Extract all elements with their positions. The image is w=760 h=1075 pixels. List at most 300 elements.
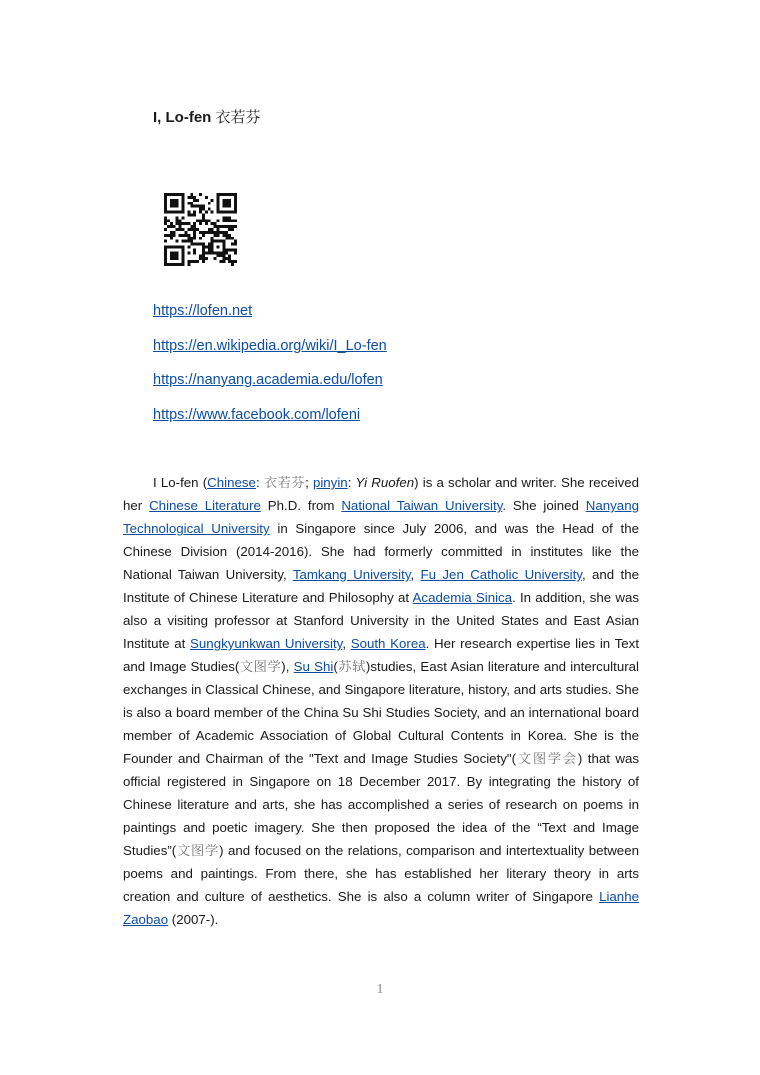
bio-chinese-society: 文图学会 <box>516 751 578 766</box>
qr-module <box>211 251 214 254</box>
qr-module <box>228 234 231 237</box>
qr-module <box>199 237 202 240</box>
qr-module <box>234 199 237 202</box>
qr-module <box>225 202 228 205</box>
qr-module <box>173 211 176 214</box>
qr-module <box>205 219 208 222</box>
bio-chinese-name: 衣若芬 <box>263 475 306 490</box>
qr-module <box>173 246 176 249</box>
qr-module <box>182 234 185 237</box>
qr-module <box>222 248 225 251</box>
qr-module <box>173 254 176 257</box>
qr-module <box>217 225 220 228</box>
qr-module <box>202 208 205 211</box>
qr-module <box>164 228 167 231</box>
bio-name: I Lo-fen <box>153 475 199 490</box>
bio-text: in Singapore since July 2006, and was the Head of the Chinese Division (2014-2016). She had formerly committed in institutes like the National Taiwan University, <box>123 521 640 582</box>
bio-text: ) is a scholar and writer. She received her <box>123 475 640 513</box>
qr-module <box>217 202 220 205</box>
qr-module <box>222 260 225 263</box>
qr-module <box>196 260 199 263</box>
qr-module <box>182 260 185 263</box>
qr-module <box>182 228 185 231</box>
qr-module <box>193 222 196 225</box>
link-wikipedia[interactable]: https://en.wikipedia.org/wiki/I_Lo-fen <box>153 337 387 354</box>
qr-module <box>173 251 176 254</box>
qr-module <box>222 199 225 202</box>
qr-module <box>167 225 170 228</box>
qr-module <box>164 263 167 266</box>
qr-module <box>182 251 185 254</box>
qr-module <box>164 219 167 222</box>
qr-module <box>234 196 237 199</box>
qr-module <box>167 219 170 222</box>
qr-module <box>231 237 234 240</box>
qr-module <box>214 240 217 243</box>
qr-module <box>173 231 176 234</box>
link-academia[interactable]: https://nanyang.academia.edu/lofen <box>153 372 383 388</box>
qr-module <box>225 251 228 254</box>
qr-module <box>234 202 237 205</box>
qr-module <box>228 257 231 260</box>
qr-module <box>211 231 214 234</box>
bio-text: ; <box>305 475 313 490</box>
qr-module <box>173 205 176 208</box>
qr-module <box>205 211 208 214</box>
qr-module <box>176 222 179 225</box>
qr-module <box>179 246 182 249</box>
qr-module <box>176 263 179 266</box>
qr-module <box>170 199 173 202</box>
qr-module <box>225 231 228 234</box>
qr-module <box>214 251 217 254</box>
qr-module <box>196 228 199 231</box>
bio-text: ( <box>333 659 338 674</box>
qr-module <box>228 199 231 202</box>
qr-module <box>234 193 237 196</box>
qr-module <box>222 234 225 237</box>
qr-module <box>190 240 193 243</box>
qr-module <box>208 208 211 211</box>
qr-module <box>193 231 196 234</box>
bio-text: , <box>342 636 351 651</box>
qr-module <box>222 251 225 254</box>
qr-module <box>231 225 234 228</box>
qr-module <box>225 211 228 214</box>
qr-module <box>164 211 167 214</box>
link-chinese-literature[interactable]: Chinese Literature <box>149 498 261 513</box>
link-tamkang-university[interactable]: Tamkang University <box>292 567 411 582</box>
qr-module <box>170 246 173 249</box>
link-nanyang-technological-university[interactable]: Nanyang Technological University <box>123 498 639 536</box>
qr-module <box>196 243 199 246</box>
qr-module <box>164 260 167 263</box>
qr-module <box>211 246 214 249</box>
qr-module <box>193 237 196 240</box>
qr-module <box>182 222 185 225</box>
link-facebook[interactable]: https://www.facebook.com/lofeni <box>153 406 361 423</box>
qr-module <box>193 260 196 263</box>
qr-module <box>234 219 237 222</box>
qr-module <box>222 219 225 222</box>
qr-module <box>222 225 225 228</box>
bio-chinese-text-image-2: 文图学 <box>176 843 220 858</box>
bio-text: ), <box>281 659 294 674</box>
qr-module <box>187 234 190 237</box>
qr-module <box>182 216 185 219</box>
qr-module <box>214 225 217 228</box>
qr-module <box>211 240 214 243</box>
bio-text: ) and focused on the relations, comparison and intertextuality between poems and paintings. From there, she has established her literary theory in arts creation and culture of aesthetics. She is also a column writer of Singapore <box>123 843 639 904</box>
bio-text: , and the Institute of Chinese Literature and Philosophy at <box>123 567 640 605</box>
qr-module <box>219 231 222 234</box>
qr-module <box>193 205 196 208</box>
bio-text: . In addition, she was also a visiting professor at Stanford University in the United States and East Asian Institute at <box>123 590 639 651</box>
qr-module <box>184 222 187 225</box>
qr-module <box>182 211 185 214</box>
qr-module <box>170 237 173 240</box>
qr-module <box>193 228 196 231</box>
qr-module <box>214 234 217 237</box>
link-sungkyunkwan-university[interactable]: Sungkyunkwan University <box>190 636 343 651</box>
qr-module <box>179 225 182 228</box>
qr-module <box>193 225 196 228</box>
qr-module <box>199 243 202 246</box>
qr-module <box>199 254 202 257</box>
qr-module <box>217 193 220 196</box>
qr-module <box>187 202 190 205</box>
qr-module <box>176 193 179 196</box>
link-national-taiwan-university[interactable]: National Taiwan University <box>341 498 503 513</box>
qr-module <box>234 248 237 251</box>
qr-module <box>164 193 167 196</box>
qr-module <box>179 193 182 196</box>
qr-module <box>199 211 202 214</box>
qr-module <box>231 243 234 246</box>
qr-module <box>193 234 196 237</box>
qr-module <box>208 251 211 254</box>
qr-module <box>173 202 176 205</box>
qr-module <box>234 211 237 214</box>
qr-module <box>164 205 167 208</box>
qr-module <box>173 234 176 237</box>
qr-module <box>225 193 228 196</box>
qr-module <box>190 260 193 263</box>
qr-module <box>228 211 231 214</box>
qr-module <box>187 211 190 214</box>
title-name: I, Lo-fen <box>153 109 212 126</box>
qr-module <box>196 199 199 202</box>
qr-module <box>164 257 167 260</box>
qr-module <box>228 205 231 208</box>
qr-module <box>234 251 237 254</box>
qr-module <box>225 237 228 240</box>
qr-module <box>205 231 208 234</box>
qr-module <box>208 219 211 222</box>
qr-module <box>222 257 225 260</box>
qr-module <box>228 260 231 263</box>
qr-module <box>228 237 231 240</box>
qr-module <box>214 257 217 260</box>
qr-module <box>219 193 222 196</box>
qr-module <box>176 219 179 222</box>
qr-module <box>208 243 211 246</box>
qr-module <box>190 237 193 240</box>
qr-module <box>234 208 237 211</box>
qr-module <box>167 263 170 266</box>
qr-module <box>164 234 167 237</box>
qr-module <box>173 257 176 260</box>
qr-module <box>176 199 179 202</box>
qr-module <box>187 251 190 254</box>
qr-module <box>225 199 228 202</box>
qr-module <box>202 213 205 216</box>
qr-module <box>190 228 193 231</box>
qr-module <box>205 257 208 260</box>
qr-module <box>225 257 228 260</box>
link-pinyin[interactable]: pinyin <box>312 475 348 490</box>
qr-module <box>176 254 179 257</box>
qr-module <box>173 225 176 228</box>
link-lianhe-zaobao[interactable]: Lianhe Zaobao <box>123 889 639 927</box>
qr-module <box>234 225 237 228</box>
qr-module <box>217 228 220 231</box>
qr-module <box>199 193 202 196</box>
qr-module <box>167 246 170 249</box>
title-chinese-name: 衣若芬 <box>215 108 261 126</box>
qr-module <box>173 263 176 266</box>
qr-module <box>205 251 208 254</box>
qr-module <box>173 199 176 202</box>
link-chinese[interactable]: Chinese <box>207 475 256 490</box>
qr-module <box>222 231 225 234</box>
qr-module <box>187 196 190 199</box>
qr-module <box>193 213 196 216</box>
bio-text: : <box>255 475 264 490</box>
qr-module <box>190 205 193 208</box>
qr-module <box>208 246 211 249</box>
qr-module <box>182 248 185 251</box>
qr-module <box>217 211 220 214</box>
qr-module <box>193 251 196 254</box>
qr-module <box>202 205 205 208</box>
qr-module <box>176 211 179 214</box>
qr-module <box>231 260 234 263</box>
qr-module <box>234 240 237 243</box>
qr-module <box>202 257 205 260</box>
qr-module <box>179 211 182 214</box>
qr-module <box>202 248 205 251</box>
qr-module <box>170 257 173 260</box>
qr-module <box>164 202 167 205</box>
qr-module <box>208 231 211 234</box>
biography-section <box>123 471 639 931</box>
qr-module <box>167 234 170 237</box>
qr-module <box>164 251 167 254</box>
qr-module <box>228 225 231 228</box>
page-number: 1 <box>376 982 384 997</box>
qr-module <box>219 251 222 254</box>
qr-module <box>217 196 220 199</box>
qr-module <box>202 234 205 237</box>
qr-module <box>205 196 208 199</box>
qr-module <box>182 254 185 257</box>
qr-module <box>217 251 220 254</box>
qr-module <box>202 251 205 254</box>
bio-chinese-text-image: 文图学 <box>239 659 282 674</box>
qr-module <box>170 234 173 237</box>
qr-module <box>170 231 173 234</box>
qr-module <box>190 225 193 228</box>
bio-text: : <box>347 475 356 490</box>
qr-module <box>217 208 220 211</box>
qr-module <box>196 219 199 222</box>
qr-module <box>222 211 225 214</box>
qr-module <box>196 205 199 208</box>
qr-module <box>193 248 196 251</box>
qr-module <box>211 243 214 246</box>
bio-text: ( <box>198 475 208 490</box>
qr-module <box>234 205 237 208</box>
qr-module <box>176 251 179 254</box>
qr-module <box>222 240 225 243</box>
qr-module <box>228 254 231 257</box>
qr-module <box>182 205 185 208</box>
qr-module <box>190 213 193 216</box>
qr-module <box>211 248 214 251</box>
qr-module <box>217 234 220 237</box>
qr-module <box>211 222 214 225</box>
qr-module <box>164 254 167 257</box>
qr-module <box>217 205 220 208</box>
qr-module <box>190 193 193 196</box>
qr-module <box>187 246 190 249</box>
qr-module <box>231 211 234 214</box>
qr-module <box>225 234 228 237</box>
qr-module <box>219 254 222 257</box>
qr-module <box>187 213 190 216</box>
qr-module <box>164 208 167 211</box>
qr-module <box>222 205 225 208</box>
link-su-shi[interactable]: Su Shi <box>293 659 334 674</box>
qr-module <box>164 246 167 249</box>
qr-module <box>228 228 231 231</box>
qr-module <box>199 219 202 222</box>
qr-module <box>187 240 190 243</box>
qr-module <box>176 205 179 208</box>
qr-module <box>211 211 214 214</box>
qr-module <box>164 222 167 225</box>
qr-module <box>231 228 234 231</box>
qr-module <box>182 246 185 249</box>
qr-module <box>205 246 208 249</box>
qr-module <box>164 240 167 243</box>
qr-module <box>222 216 225 219</box>
qr-module <box>170 205 173 208</box>
qr-module <box>182 208 185 211</box>
qr-module <box>225 248 228 251</box>
qr-module <box>225 225 228 228</box>
qr-module <box>193 199 196 202</box>
qr-module <box>187 263 190 266</box>
qr-module <box>182 199 185 202</box>
qr-module <box>182 263 185 266</box>
qr-module <box>217 199 220 202</box>
qr-module <box>202 219 205 222</box>
qr-module <box>214 222 217 225</box>
link-lofen-website[interactable]: https://lofen.net <box>153 303 253 319</box>
qr-module <box>184 234 187 237</box>
qr-module <box>176 216 179 219</box>
qr-module <box>222 254 225 257</box>
qr-module <box>222 243 225 246</box>
qr-module <box>170 202 173 205</box>
page-title <box>153 106 261 127</box>
qr-module <box>202 216 205 219</box>
qr-module <box>170 222 173 225</box>
qr-module <box>217 254 220 257</box>
qr-module <box>176 257 179 260</box>
qr-module <box>170 251 173 254</box>
qr-module <box>164 196 167 199</box>
qr-module <box>217 231 220 234</box>
qr-module <box>211 199 214 202</box>
qr-module <box>217 246 220 249</box>
qr-module <box>182 257 185 260</box>
qr-module <box>199 222 202 225</box>
qr-module <box>231 193 234 196</box>
qr-module <box>228 202 231 205</box>
bio-text: , <box>410 567 421 582</box>
qr-module <box>208 228 211 231</box>
qr-module <box>231 219 234 222</box>
qr-module <box>199 208 202 211</box>
qr-code-image[interactable] <box>164 193 237 266</box>
qr-module <box>234 243 237 246</box>
qr-module <box>182 196 185 199</box>
qr-module <box>179 219 182 222</box>
qr-module <box>182 240 185 243</box>
qr-module <box>184 231 187 234</box>
qr-module <box>193 243 196 246</box>
qr-module <box>211 228 214 231</box>
qr-module <box>222 202 225 205</box>
bio-chinese-su-shi: 苏轼 <box>337 659 366 674</box>
qr-module <box>190 196 193 199</box>
qr-module <box>225 205 228 208</box>
qr-module <box>179 222 182 225</box>
link-academia-sinica[interactable]: Academia Sinica <box>412 590 513 605</box>
qr-module <box>179 234 182 237</box>
qr-module <box>202 243 205 246</box>
bio-text: )studies, East Asian literature and intercultural exchanges in Classical Chinese, and Singapore literature, history, and arts studies. She is also a board member of the China Su Shi Studies Society, and an international board member of Academic Association of Global Cultural Contents in Korea. She is the Founder and Chairman of the "Text and Image Studies Society"( <box>123 659 640 766</box>
qr-module <box>187 228 190 231</box>
link-fu-jen-catholic-university[interactable]: Fu Jen Catholic University <box>420 567 582 582</box>
bio-text: (2007-). <box>168 912 219 927</box>
qr-module <box>219 240 222 243</box>
qr-module <box>167 193 170 196</box>
qr-module <box>199 231 202 234</box>
qr-module <box>202 246 205 249</box>
qr-module <box>214 231 217 234</box>
qr-module <box>222 246 225 249</box>
qr-module <box>234 260 237 263</box>
qr-module <box>164 199 167 202</box>
qr-module <box>184 240 187 243</box>
link-south-korea[interactable]: South Korea <box>350 636 426 651</box>
qr-module <box>199 205 202 208</box>
qr-module <box>231 248 234 251</box>
